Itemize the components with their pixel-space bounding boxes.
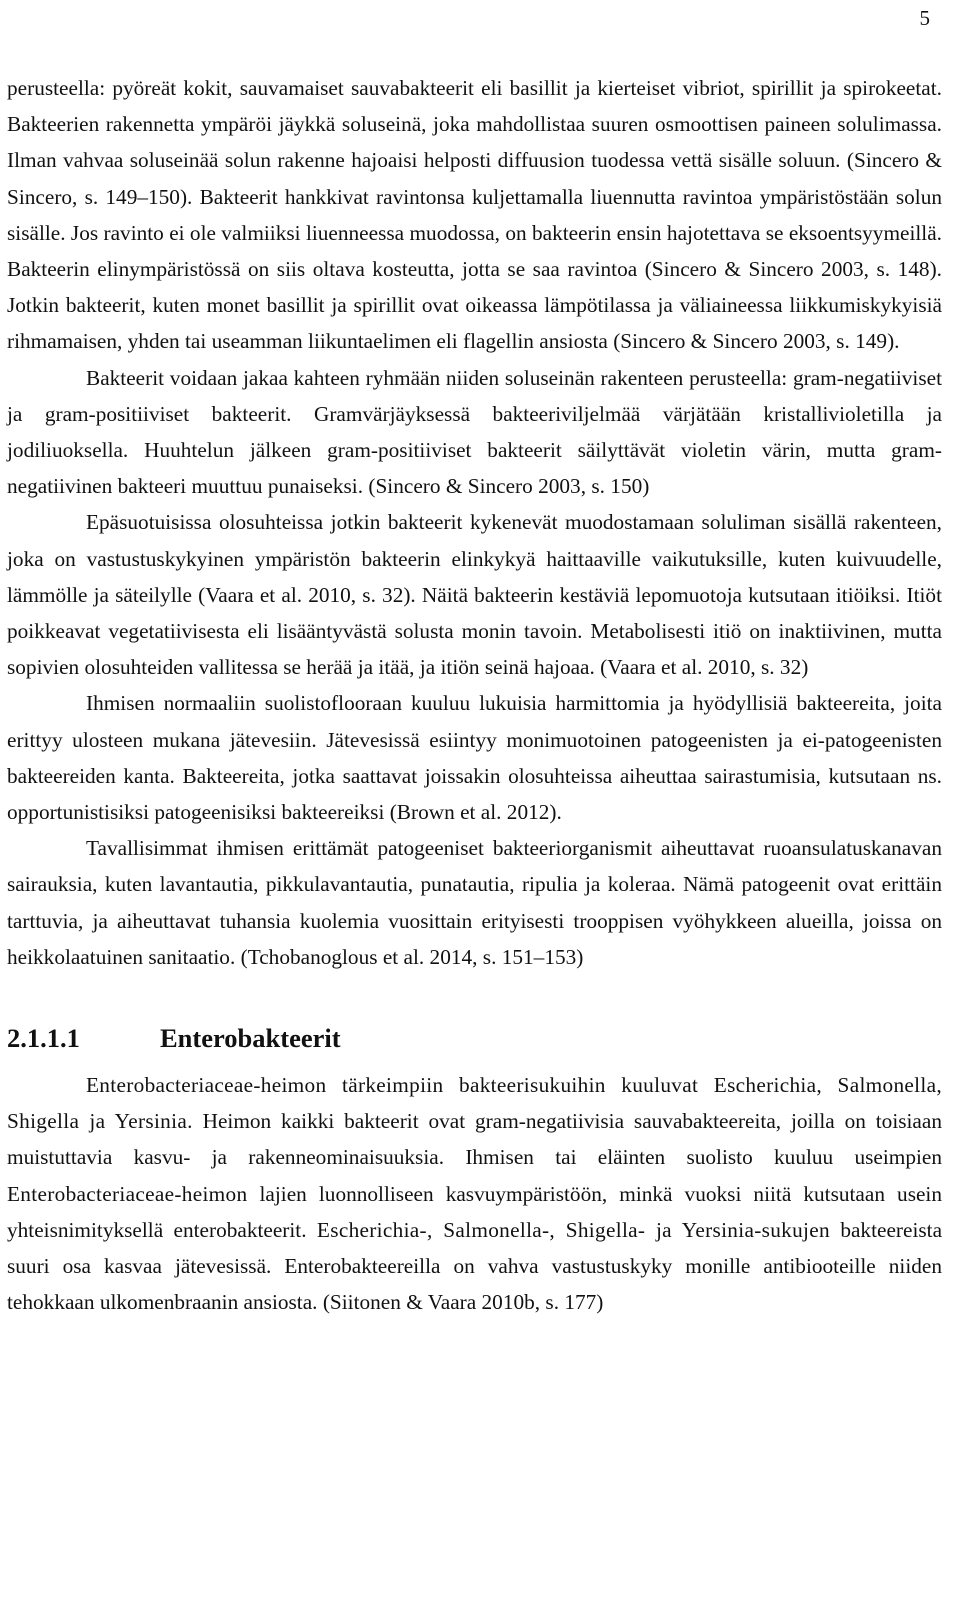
section-title: Enterobakteerit — [160, 1023, 341, 1054]
genera-list-text: Enterobacteriaceae-heimon tärkeimpiin bakteerisukuihin kuuluvat Escherichia, Salmonella, Shigella ja Yersinia. — [7, 1073, 942, 1134]
section-heading — [7, 1009, 942, 1067]
document-body — [7, 70, 942, 1321]
paragraph-text-segment: lajien luonnolliseen kasvuympäristöön, minkä vuoksi niitä kutsutaan usein yhteisnimityksellä enterobakteerit. — [7, 1181, 942, 1242]
paragraph-intestinal-flora: Ihmisen normaaliin suolistoflooraan kuuluu lukuisia harmittomia ja hyödyllisiä bakteereita, joita erittyy ulosteen mukana jätevesiin. Jätevesissä esiintyy monimuotoinen patogeenisten ja ei-patogeenisten bakteereiden kanta. Bakteereita, jotka saattavat joissakin olosuhteissa aiheuttaa sairastumisia, kutsutaan ns. opportunistisiksi patogeenisiksi bakteereiksi (Brown et al. 2012). — [7, 691, 942, 825]
paragraph-gram-staining: Bakteerit voidaan jakaa kahteen ryhmään niiden soluseinän rakenteen perusteella: gram-negatiiviset ja gram-positiiviset bakteerit. Gramvärjäyksessä bakteeriviljelmää värjätään kristallivioletilla ja jodiliuoksella. Huuhtelun jälkeen gram-positiiviset bakteerit säilyttävät violetin värin, mutta gram-negatiivinen bakteeri muuttuu punaiseksi. (Sincero & Sincero 2003, s. 150) — [7, 365, 942, 499]
family-name-text: Enterobacteriaceae-heimon — [7, 1181, 248, 1206]
paragraph-enterobacteria — [7, 1067, 942, 1320]
section-number: 2.1.1.1 — [7, 1023, 80, 1054]
paragraph-text-segment: bakteereista suuri osa kasvaa jätevesissä. Enterobakteereilla on vahva vastustuskyky monille antibiooteille niiden tehokkaan ulkomenbraanin ansiosta. (Siitonen & Vaara 2010b, s. 177) — [7, 1217, 943, 1315]
genera-names-text: Escherichia-, Salmonella-, Shigella- ja Yersinia-sukujen — [316, 1217, 830, 1242]
paragraph-pathogens: Tavallisimmat ihmisen erittämät patogeeniset bakteeriorganismit aiheuttavat ruoansulatuskanavan sairauksia, kuten lavantautia, pikkulavantautia, punatautia, ripulia ja koleraa. Nämä patogeenit ovat erittäin tarttuvia, ja aiheuttavat tuhansia kuolemia vuosittain erityisesti trooppisen vyöhykkeen alueilla, joissa on heikkolaatuinen sanitaatio. (Tchobanoglous et al. 2014, s. 151–153) — [7, 836, 942, 969]
paragraph-bacteria-structure: perusteella: pyöreät kokit, sauvamaiset sauvabakteerit eli basillit ja kierteiset vibriot, spirillit ja spirokeetat. Bakteerien rakennetta ympäröi jäykkä soluseinä, joka mahdollistaa suuren osmoottisen paineen solulimassa. Ilman vahvaa soluseinää solun rakenne hajoaisi helposti diffuusion tuodessa vettä sisälle soluun. (Sincero & Sincero, s. 149–150). Bakteerit hankkivat ravintonsa kuljettamalla liuennutta ravintoa ympäristöstään solun sisälle. Jos ravinto ei ole valmiiksi liuenneessa muodossa, on bakteerin ensin hajotettava se eksoentsyymeillä. Bakteerin elinympäristössä on siis oltava kosteutta, jotta se saa ravintoa (Sincero & Sincero 2003, s. 148). Jotkin bakteerit, kuten monet basillit ja spirillit ovat oikeassa lämpötilassa ja väliaineessa liikkumiskykyisiä rihmamaisen, yhden tai useamman liikuntaelimen eli flagellin ansiosta (Sincero & Sincero 2003, s. 149). — [7, 76, 942, 354]
paragraph-spores: Epäsuotuisissa olosuhteissa jotkin bakteerit kykenevät muodostamaan soluliman sisällä rakenteen, joka on vastustuskykyinen ympäristön bakteerin elinkykyä haittaaville vaikutuksille, kuten kuivuudelle, lämmölle ja säteilylle (Vaara et al. 2010, s. 32). Näitä bakteerin kestäviä lepomuotoja kutsutaan itiöiksi. Itiöt poikkeavat vegetatiivisesta eli lisääntyvästä solusta monin tavoin. Metabolisesti itiö on inaktiivinen, mutta sopivien olosuhteiden vallitessa se herää ja itää, ja itiön seinä hajoaa. (Vaara et al. 2010, s. 32) — [7, 510, 942, 680]
page-number: 5 — [919, 6, 930, 30]
paragraph-text-segment: Heimon kaikki bakteerit ovat gram-negatiivisia sauvabakteereita, joilla on toisiaan muistuttavia kasvu- ja rakenneominaisuuksia. Ihmisen tai eläinten suolisto kuuluu useimpien — [7, 1109, 942, 1170]
